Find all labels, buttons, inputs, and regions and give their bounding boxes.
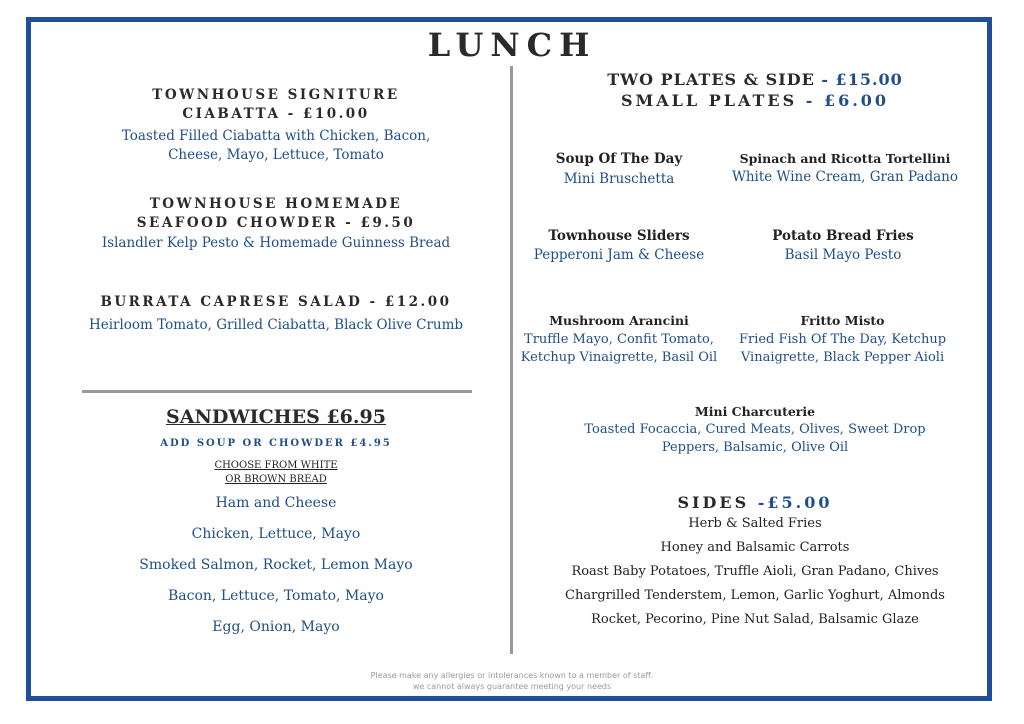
sandwich-item: Chicken, Lettuce, Mayo [191, 526, 361, 542]
page-title: LUNCH [427, 26, 597, 64]
sandwich-item: Bacon, Lettuce, Tomato, Mayo [168, 588, 384, 604]
plate-charcuterie-title: Mini Charcuterie [694, 404, 816, 419]
plate-arancini-desc: Truffle Mayo, Confit Tomato, Ketchup Vinaigrette, Basil Oil [520, 332, 718, 365]
plate-charcuterie-desc: Toasted Focaccia, Cured Meats, Olives, Sweet Drop Peppers, Balsamic, Olive Oil [584, 422, 926, 455]
plate-tortellini-title: Spinach and Ricotta Tortellini [739, 151, 951, 166]
side-item: Rocket, Pecorino, Pine Nut Salad, Balsamic Glaze [591, 612, 919, 627]
side-item: Honey and Balsamic Carrots [660, 540, 850, 555]
item-chowder-title: TOWNHOUSE HOMEMADE SEAFOOD CHOWDER - £9.50 [136, 196, 416, 231]
item-ciabatta-title: TOWNHOUSE SIGNITURE CIABATTA - £10.00 [152, 87, 400, 122]
sandwich-item: Egg, Onion, Mayo [212, 619, 340, 635]
small-plates-heading: SMALL PLATES - £6.00 [620, 91, 890, 110]
plate-fries-desc: Basil Mayo Pesto [784, 247, 902, 263]
plate-tortellini-desc: White Wine Cream, Gran Padano [731, 169, 959, 185]
sandwiches-subtitle: ADD SOUP OR CHOWDER £4.95 [160, 438, 392, 449]
item-ciabatta-desc: Toasted Filled Ciabatta with Chicken, Bacon, Cheese, Mayo, Lettuce, Tomato [121, 128, 431, 163]
sides-heading: SIDES -£5.00 [677, 493, 833, 512]
side-item: Roast Baby Potatoes, Truffle Aioli, Gran Padano, Chives [571, 564, 939, 579]
plate-soup-desc: Mini Bruschetta [563, 171, 675, 187]
sandwiches-bread-choice: CHOOSE FROM WHITE OR BROWN BREAD [214, 460, 338, 485]
allergy-footer: Please make any allergies or intolerances known to a member of staff. we cannot always guarantee meeting your needs [370, 671, 654, 691]
sandwich-item: Ham and Cheese [215, 495, 337, 511]
plate-fries-title: Potato Bread Fries [772, 228, 914, 244]
sandwich-item: Smoked Salmon, Rocket, Lemon Mayo [139, 557, 413, 573]
plate-fritto-desc: Fried Fish Of The Day, Ketchup Vinaigrette, Black Pepper Aioli [738, 332, 947, 365]
item-burrata-desc: Heirloom Tomato, Grilled Ciabatta, Black Olive Crumb [88, 317, 464, 333]
item-chowder-desc: Islandler Kelp Pesto & Homemade Guinness Bread [101, 235, 451, 251]
plate-fritto-title: Fritto Misto [800, 313, 885, 328]
side-item: Chargrilled Tenderstem, Lemon, Garlic Yoghurt, Almonds [565, 588, 945, 603]
plate-sliders-title: Townhouse Sliders [548, 228, 690, 244]
side-item: Herb & Salted Fries [688, 516, 822, 531]
sandwiches-title: SANDWICHES £6.95 [166, 406, 386, 428]
plate-soup-title: Soup Of The Day [555, 151, 683, 167]
item-burrata-title: BURRATA CAPRESE SALAD - £12.00 [100, 294, 452, 310]
horizontal-divider [82, 390, 472, 393]
two-plates-heading: TWO PLATES & SIDE - £15.00 [607, 70, 903, 89]
plate-sliders-desc: Pepperoni Jam & Cheese [533, 247, 705, 263]
plate-arancini-title: Mushroom Arancini [549, 313, 689, 328]
